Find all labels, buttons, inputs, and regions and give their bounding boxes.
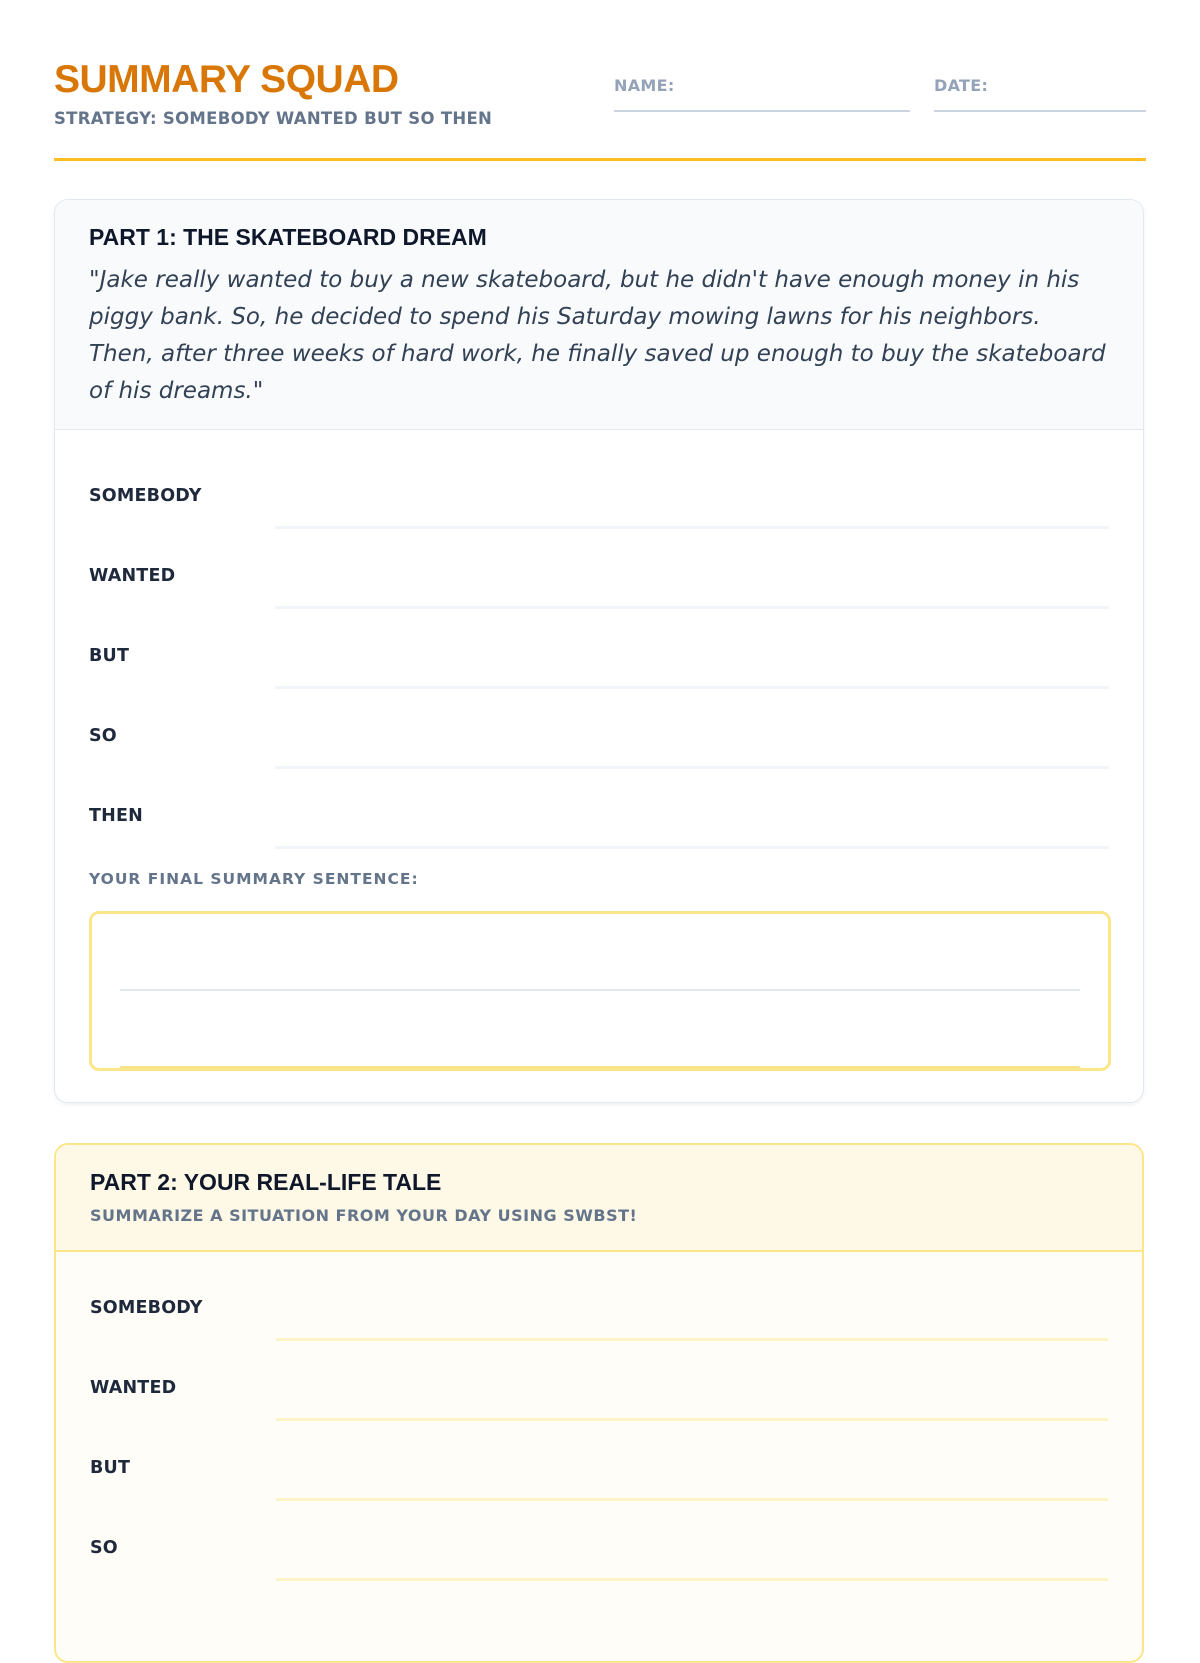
worksheet-header bbox=[54, 0, 1146, 161]
row-label-somebody: SOMEBODY bbox=[89, 486, 202, 506]
worksheet-page bbox=[54, 0, 1146, 1558]
row-label-but: BUT bbox=[90, 1458, 131, 1478]
answer-line-so[interactable] bbox=[276, 1578, 1108, 1581]
part1-row-so bbox=[89, 680, 1109, 760]
part1-swbst-rows bbox=[55, 430, 1143, 840]
part2-title: PART 2: YOUR REAL-LIFE TALE bbox=[90, 1169, 442, 1195]
part2-card bbox=[54, 1143, 1144, 1663]
part1-row-but bbox=[89, 600, 1109, 680]
date-field[interactable] bbox=[934, 76, 1146, 112]
row-label-wanted: WANTED bbox=[89, 566, 176, 586]
story-passage: "Jake really wanted to buy a new skateboard, but he didn't have enough money in his piggy bank. So, he decided to spend his Saturday mowing lawns for his neighbors. Then, after three weeks of hard work, he finally saved up enough to buy the skateboard of his dreams." bbox=[89, 267, 1106, 404]
part2-swbst-rows bbox=[56, 1252, 1142, 1572]
row-label-then: THEN bbox=[89, 806, 143, 826]
part1-row-wanted bbox=[89, 520, 1109, 600]
part2-header bbox=[56, 1145, 1142, 1252]
part1-card bbox=[54, 199, 1144, 1103]
part2-row-wanted bbox=[90, 1332, 1108, 1412]
row-label-wanted: WANTED bbox=[90, 1378, 177, 1398]
row-label-but: BUT bbox=[89, 646, 130, 666]
row-label-somebody: SOMEBODY bbox=[90, 1298, 203, 1318]
name-label: NAME: bbox=[614, 76, 675, 95]
answer-line-then[interactable] bbox=[275, 846, 1109, 849]
name-field[interactable] bbox=[614, 76, 910, 112]
part2-row-but bbox=[90, 1412, 1108, 1492]
part1-title: PART 1: THE SKATEBOARD DREAM bbox=[89, 224, 487, 250]
final-summary-box[interactable] bbox=[89, 911, 1111, 1071]
summary-line bbox=[120, 989, 1080, 991]
strategy-subtitle: STRATEGY: SOMEBODY WANTED BUT SO THEN bbox=[54, 109, 493, 128]
final-summary-label: YOUR FINAL SUMMARY SENTENCE: bbox=[89, 870, 419, 888]
summary-line bbox=[120, 1066, 1080, 1068]
part2-row-somebody bbox=[90, 1252, 1108, 1332]
part1-row-then bbox=[89, 760, 1109, 840]
part1-row-somebody bbox=[89, 440, 1109, 520]
part2-row-so bbox=[90, 1492, 1108, 1572]
row-label-so: SO bbox=[89, 726, 117, 746]
part1-header bbox=[55, 200, 1143, 430]
date-label: DATE: bbox=[934, 76, 989, 95]
part2-instruction: SUMMARIZE A SITUATION FROM YOUR DAY USING SWBST! bbox=[90, 1206, 638, 1225]
worksheet-title: SUMMARY SQUAD bbox=[54, 58, 399, 101]
row-label-so: SO bbox=[90, 1538, 118, 1558]
